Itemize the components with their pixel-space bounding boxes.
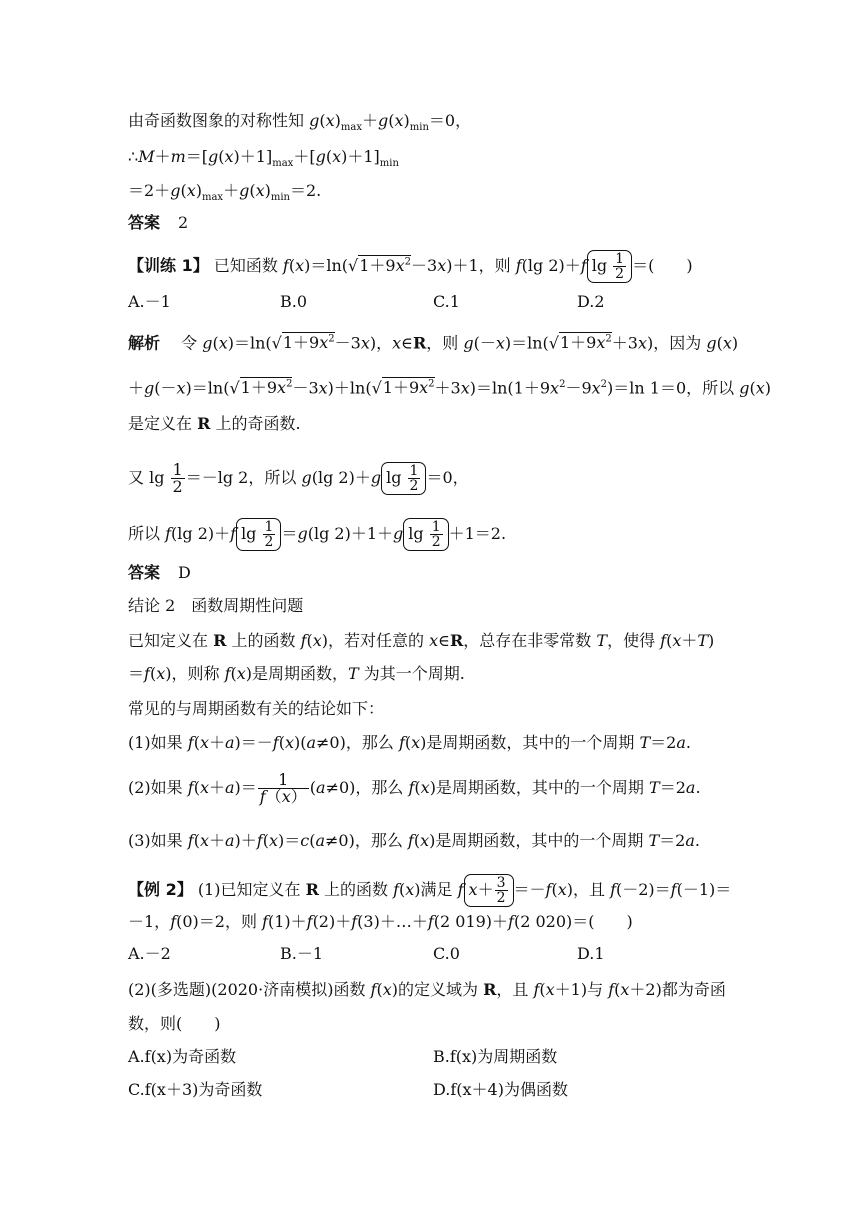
answer-1 xyxy=(128,215,188,231)
training-1-stem: 【训练 1】 已知函数 $f(x)=\ln(√1+9x^2-3x)+1$，则 f(lg 2)＋f lg $\frac{1}{2}$ ＝( ) xyxy=(128,251,693,282)
intro-line-3: $=2+g(x)_{max}+g(x)_{min}=2$. xyxy=(128,181,322,204)
example-2-q1-options xyxy=(128,946,748,964)
example-2-q2-options-row-1 xyxy=(128,1049,748,1067)
solution-line-2: $+g(-x)=\ln(√1+9x^2-3x)+\ln(√1+9x^2+3x)=\ln(1+9x^2-9x^2)=\ln$ 1＝0，所以 g(x) xyxy=(128,378,772,398)
option-a[interactable]: A.－2 xyxy=(128,944,171,963)
example-2-q1-line-2: －1，f(0)＝2，则 f(1)＋f(2)＋f(3)＋…＋f(2 019)＋f(2 020)＝( ) xyxy=(128,912,633,931)
option-a[interactable]: A.f(x)为奇函数 xyxy=(128,1047,237,1066)
example-2-q2-options-row-2 xyxy=(128,1082,748,1100)
conclusion-item-2: (2)如果 f(x＋a)＝ $\frac{1}{f(x)}$ (a≠0)，那么 f(x)是周期函数，其中的一个周期 T＝2a. xyxy=(128,770,701,806)
option-c[interactable]: C.1 xyxy=(433,292,460,311)
answer-value: D xyxy=(178,563,191,582)
example-2-q2-line-2: 数，则( ) xyxy=(128,1014,221,1033)
conclusion-title: 结论 2 函数周期性问题 xyxy=(128,596,304,615)
conclusion-def-1: 已知定义在 R 上的函数 f(x)，若对任意的 x∈R，总存在非零常数 T，使得 f(x＋T) xyxy=(128,631,715,650)
answer-value: 2 xyxy=(178,213,189,232)
option-a[interactable]: A.－1 xyxy=(128,292,171,311)
conclusion-common: 常见的与周期函数有关的结论如下： xyxy=(128,699,385,718)
training-1-options xyxy=(128,294,748,312)
intro-line-1: 由奇函数图象的对称性知 $g(x)_{max}+g(x)_{min}=0$， xyxy=(128,111,472,134)
answer-label: 答案 xyxy=(128,563,161,582)
example-2-q1-line-1: 【例 2】 (1)已知定义在 R 上的函数 f(x)满足 f x＋ $\frac{3}{2}$ ＝－f(x)，且 f(－2)＝f(－1)＝ xyxy=(128,875,732,906)
example-label: 【例 2】 xyxy=(128,880,193,899)
option-c[interactable]: C.0 xyxy=(433,944,460,963)
option-d[interactable]: D.2 xyxy=(577,292,605,311)
option-b[interactable]: B.－1 xyxy=(280,944,324,963)
solution-line-3: 是定义在 R 上的奇函数. xyxy=(128,414,301,433)
training-label: 【训练 1】 xyxy=(128,256,209,275)
solution-line-1: 解析 令 $g(x)=\ln(√1+9x^2-3x)$，x∈R，则 $g(-x)=\ln(√1+9x^2+3x)$，因为 g(x) xyxy=(128,333,739,353)
conclusion-item-1: (1)如果 f(x＋a)＝－f(x)(a≠0)，那么 f(x)是周期函数，其中的一个周期 T＝2a. xyxy=(128,733,691,752)
option-b[interactable]: B.0 xyxy=(280,292,308,311)
option-d[interactable]: D.f(x＋4)为偶函数 xyxy=(433,1080,568,1099)
option-b[interactable]: B.f(x)为周期函数 xyxy=(433,1047,558,1066)
option-c[interactable]: C.f(x＋3)为奇函数 xyxy=(128,1080,263,1099)
option-d[interactable]: D.1 xyxy=(577,944,605,963)
solution-line-4: 又 lg $\frac{1}{2}$ ＝－lg 2，所以 g(lg 2)＋g lg $\frac{1}{2}$ ＝0， xyxy=(128,460,469,496)
solution-line-5: 所以 f(lg 2)＋f lg $\frac{1}{2}$ ＝g(lg 2)＋1＋g lg $\frac{1}{2}$ ＋1＝2. xyxy=(128,519,507,550)
example-2-q2-line-1: (2)(多选题)(2020·济南模拟)函数 f(x)的定义域为 R，且 f(x＋1)与 f(x＋2)都为奇函 xyxy=(128,980,726,999)
conclusion-item-3: (3)如果 f(x＋a)＋f(x)＝c(a≠0)，那么 f(x)是周期函数，其中的一个周期 T＝2a. xyxy=(128,831,700,850)
conclusion-def-2: ＝f(x)，则称 f(x)是周期函数，T 为其一个周期. xyxy=(128,664,465,683)
intro-line-2: $\therefore M+m=[g(x)+1]_{max}+[g(x)+1]_{min}$ xyxy=(128,147,399,170)
solution-label: 解析 xyxy=(128,333,161,353)
answer-label: 答案 xyxy=(128,213,161,232)
answer-2 xyxy=(128,565,191,581)
